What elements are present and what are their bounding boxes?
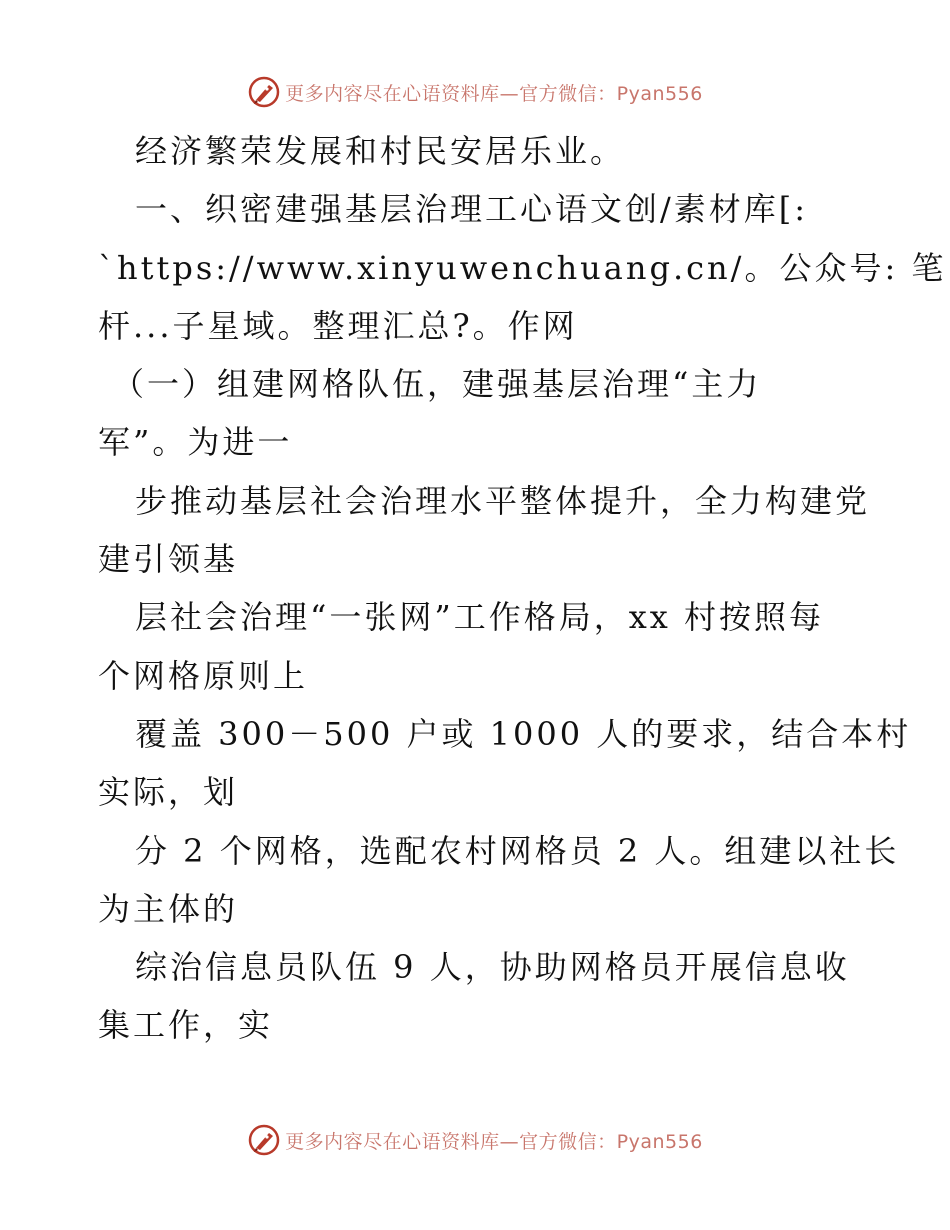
body-line: 一、织密建强基层治理工心语文创/素材库[:	[135, 190, 809, 229]
body-line: 杆...子星域。整理汇总?。作网	[98, 306, 578, 345]
body-line: 为主体的	[98, 889, 239, 928]
body-line: 军”。为进一	[98, 423, 293, 462]
body-line: 经济繁荣发展和村民安居乐业。	[135, 132, 626, 170]
pen-nib-logo-icon	[247, 75, 281, 109]
body-line: （一）组建网格队伍，建强基层治理“主力	[112, 365, 762, 404]
body-line: 综治信息员队伍 9 人，协助网格员开展信息收	[135, 948, 850, 987]
pen-nib-logo-icon	[247, 1123, 281, 1157]
body-line: 实际，划	[98, 773, 239, 812]
body-line: 覆盖 300－500 户或 1000 人的要求，结合本村	[135, 714, 912, 753]
footer-watermark-text: 更多内容尽在心语资料库—官方微信：Pyan556	[285, 1130, 703, 1153]
header-watermark-text: 更多内容尽在心语资料库—官方微信：Pyan556	[285, 82, 703, 105]
body-line: 分 2 个网格，选配农村网格员 2 人。组建以社长	[135, 831, 900, 870]
body-line: 建引领基	[98, 540, 239, 579]
header-watermark	[0, 72, 950, 112]
body-line: 集工作，实	[98, 1006, 274, 1045]
document-body	[98, 122, 947, 1055]
footer-watermark	[0, 1120, 950, 1160]
body-line: 层社会治理“一张网”工作格局，xx 村按照每	[135, 598, 824, 637]
body-line: 个网格原则上	[98, 656, 309, 695]
body-line: 步推动基层社会治理水平整体提升，全力构建党	[135, 481, 871, 520]
body-line: `https://www.xinyuwenchuang.cn/。公众号: 笔	[98, 248, 947, 287]
